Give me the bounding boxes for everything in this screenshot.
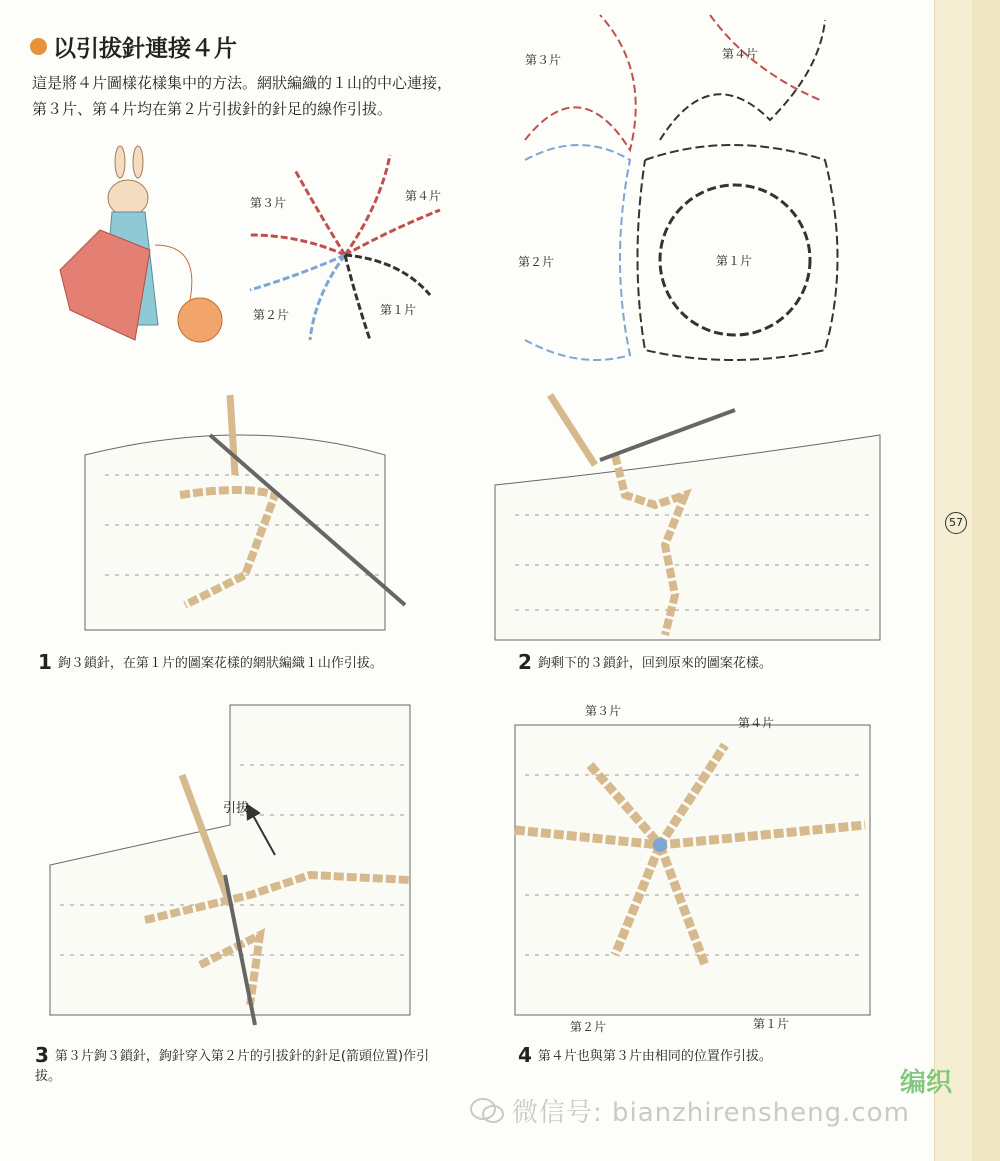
step4-label-p4: 第４片 <box>738 716 775 730</box>
bullet-icon <box>30 38 47 55</box>
step3-illustration <box>50 705 420 1040</box>
step3-arrow-label: 引拔 <box>223 801 250 816</box>
step3-number: 3 <box>35 1043 49 1067</box>
small-label-p3: 第３片 <box>250 196 287 210</box>
watermark-logo: 编织 <box>900 1068 953 1098</box>
step4-number: 4 <box>518 1043 532 1067</box>
large-label-p2: 第２片 <box>518 255 555 269</box>
step1-text: 鉤３鎖針，在第１片的圖案花樣的網狀編織１山作引拔。 <box>57 656 383 671</box>
small-join-diagram <box>240 145 460 355</box>
rabbit-illustration <box>50 150 220 360</box>
step4-illustration <box>515 715 870 1015</box>
large-join-diagram <box>520 10 850 365</box>
section-title <box>30 30 237 63</box>
step1-illustration <box>85 395 415 640</box>
watermark-text: 微信号: bianzhirensheng.com <box>512 1098 910 1128</box>
intro-text: 這是將４片圖樣花樣集中的方法。網狀編織的１山的中心連接，第３片、第４片均在第２片引拔針的針足的線作引拔。 <box>32 74 453 118</box>
step2-number: 2 <box>518 650 532 674</box>
wechat-icon <box>470 1097 504 1125</box>
step4-label-p2: 第２片 <box>570 1020 607 1034</box>
section-title-text: 以引拔針連接４片 <box>53 36 237 62</box>
step4-caption <box>518 1045 772 1067</box>
small-label-p2: 第２片 <box>253 308 290 322</box>
step4-label-p1: 第１片 <box>753 1017 790 1031</box>
step2-text: 鉤剩下的３鎖針，回到原來的圖案花樣。 <box>537 656 772 671</box>
step4-text: 第４片也與第３片由相同的位置作引拔。 <box>537 1049 772 1064</box>
step2-illustration <box>495 395 885 640</box>
step3-text: 第３片鉤３鎖針，鉤針穿入第２片的引拔針的針足(箭頭位置)作引拔。 <box>35 1049 430 1084</box>
page-edge-fold <box>972 0 1000 1161</box>
small-label-p4: 第４片 <box>405 189 442 203</box>
small-label-p1: 第１片 <box>380 303 417 317</box>
large-label-p4: 第４片 <box>722 47 759 61</box>
step1-caption <box>38 652 383 674</box>
watermark <box>470 1092 910 1129</box>
step1-number: 1 <box>38 650 52 674</box>
large-label-p3: 第３片 <box>525 53 562 67</box>
step4-label-p3: 第３片 <box>585 704 622 718</box>
page-number: 57 <box>945 512 967 534</box>
step2-caption <box>518 652 772 674</box>
step3-caption <box>35 1045 455 1087</box>
large-label-p1: 第１片 <box>716 254 753 268</box>
